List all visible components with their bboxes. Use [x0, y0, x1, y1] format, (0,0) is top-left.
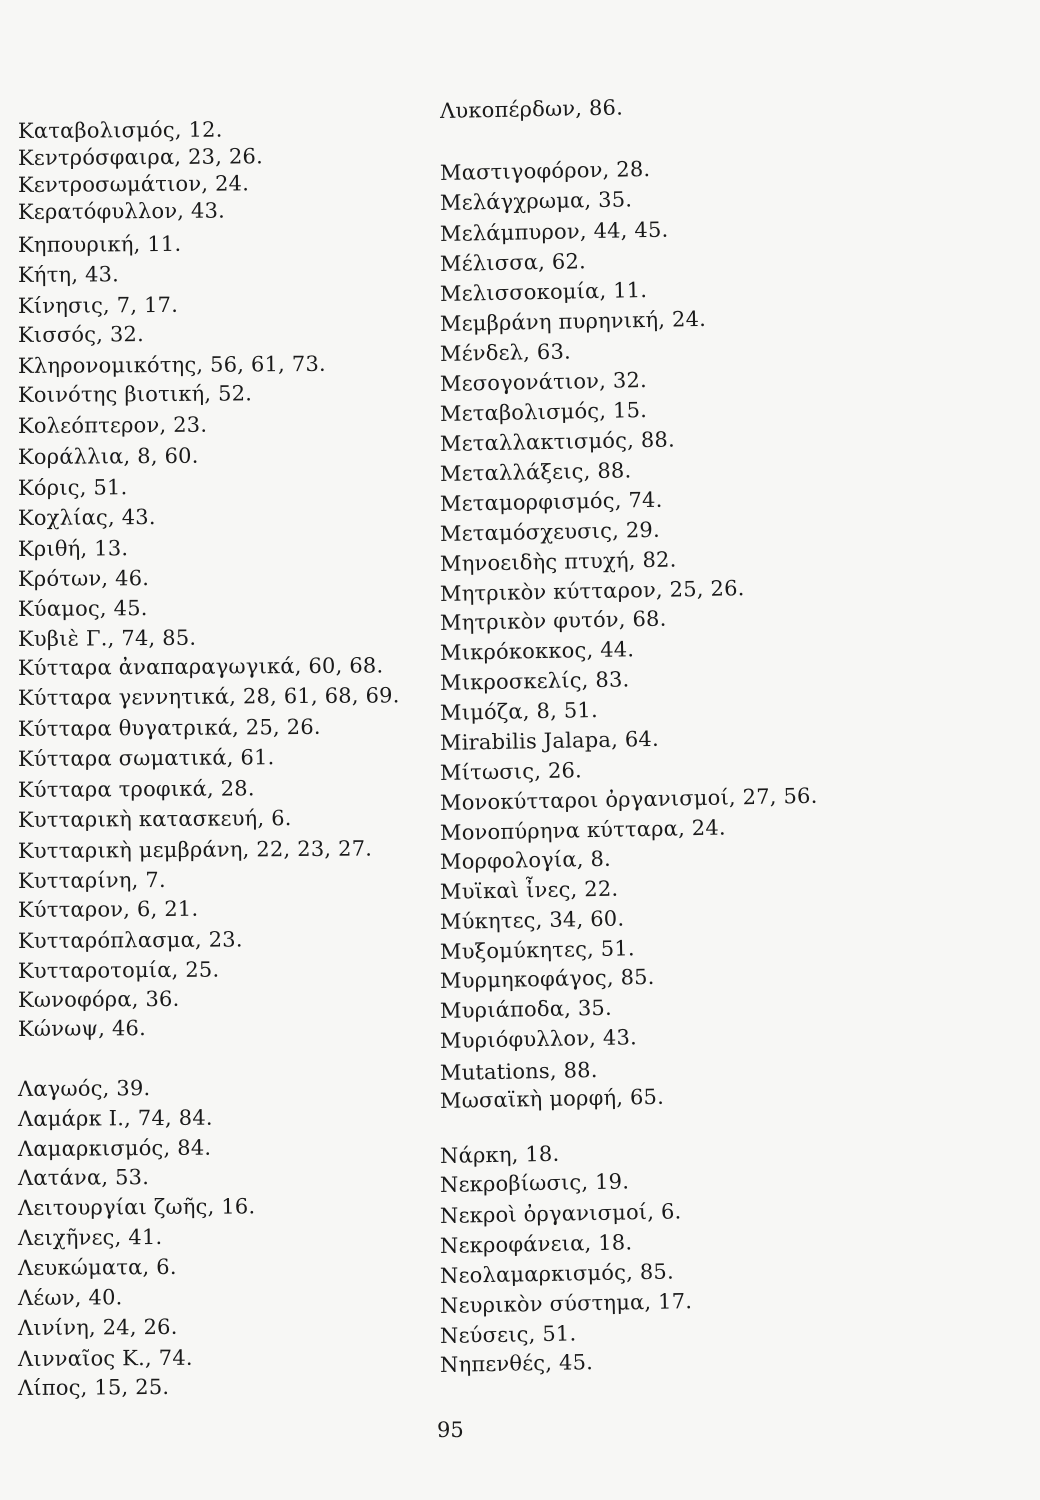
left-index-entry: Κηπουρική, 11. [17, 231, 182, 257]
right-index-entry: Μύκητες, 34, 60. [439, 906, 625, 934]
right-index-entry: Μεταμόσχευσις, 29. [439, 517, 661, 546]
left-index-entry: Κώνωψ, 46. [17, 1016, 146, 1041]
right-index-entry: Μελάμπυρον, 44, 45. [439, 217, 669, 246]
right-index-entry: Μωσαϊκὴ μορφή, 65. [439, 1084, 665, 1113]
right-index-entry: Μυριάποδα, 35. [439, 995, 613, 1023]
left-index-entry: Κοράλλια, 8, 60. [17, 443, 199, 469]
left-index-entry: Λευκώματα, 6. [17, 1254, 177, 1280]
right-index-entry: Μεταλλακτισμός, 88. [439, 427, 676, 456]
left-index-entry: Κυτταρόπλασμα, 23. [17, 927, 243, 953]
left-index-entry: Κυτταρικὴ μεμβράνη, 22, 23, 27. [17, 836, 373, 863]
right-index-entry: Μητρικὸν φυτόν, 68. [439, 606, 667, 635]
left-index-entry: Κύτταρα θυγατρικά, 25, 26. [17, 714, 321, 741]
left-index-entry: Λειχῆνες, 41. [17, 1224, 163, 1250]
right-index-entry: Μυϊκαὶ ἶνες, 22. [439, 876, 619, 904]
right-index-entry: Μιμόζα, 8, 51. [439, 697, 599, 725]
left-index-entry: Λατάνα, 53. [17, 1165, 150, 1190]
right-index-entry: Μένδελ, 63. [439, 339, 572, 366]
left-index-entry: Κρότων, 46. [17, 566, 150, 591]
left-index-entry: Κύτταρα τροφικά, 28. [17, 776, 255, 802]
left-index-entry: Κερατόφυλλον, 43. [17, 198, 226, 224]
right-index-entry: Μαστιγοφόρον, 28. [439, 156, 651, 185]
left-index-entry: Κοχλίας, 43. [17, 505, 156, 530]
right-index-entry: Νεκροφάνεια, 18. [439, 1230, 633, 1258]
right-index-entry: Νεύσεις, 51. [439, 1321, 577, 1348]
left-index-entry: Κωνοφόρα, 36. [17, 986, 180, 1012]
right-index-entry: Μικρόκοκκος, 44. [439, 637, 635, 665]
right-index-entry: Μεταβολισμός, 15. [439, 398, 648, 426]
right-index-entry: Μεταμορφισμός, 74. [439, 487, 663, 516]
show-through-text-right [832, 100, 1032, 1400]
left-index-entry: Καταβολισμός, 12. [17, 117, 223, 143]
right-index-entry: Νεολαμαρκισμός, 85. [439, 1259, 675, 1288]
right-index-entry: Νεκροὶ ὀργανισμοί, 6. [439, 1199, 682, 1228]
right-index-entry: Νευρικὸν σύστημα, 17. [439, 1289, 693, 1318]
right-index-entry: Μικροσκελίς, 83. [439, 667, 630, 695]
right-index-entry: Μυριόφυλλον, 43. [439, 1025, 638, 1053]
page-number: 95 [437, 1418, 464, 1442]
left-index-entry: Κληρονομικότης, 56, 61, 73. [17, 351, 326, 378]
left-index-entry: Λινίνη, 24, 26. [17, 1314, 178, 1340]
left-index-entry: Κοινότης βιοτική, 52. [17, 381, 253, 407]
left-index-entry: Κισσός, 32. [17, 322, 145, 347]
left-index-entry: Λαμάρκ Ι., 74, 84. [17, 1105, 213, 1131]
right-index-entry: Mirabilis Jalapa, 64. [439, 726, 660, 755]
right-index-entry: Μυρμηκοφάγος, 85. [439, 964, 655, 993]
right-index-entry: Μεσογονάτιον, 32. [439, 368, 648, 396]
left-index-entry: Κύτταρα ἀναπαραγωγικά, 60, 68. [17, 653, 384, 680]
left-index-entry: Κριθή, 13. [17, 536, 129, 561]
right-index-entry: Μορφολογία, 8. [439, 846, 612, 874]
left-index-entry: Λινναῖος Κ., 74. [17, 1345, 193, 1371]
right-index-entry: Μελάγχρωμα, 35. [439, 187, 633, 215]
left-index-entry: Κεντρόσφαιρα, 23, 26. [17, 144, 264, 170]
right-index-entry: Mutations, 88. [439, 1057, 598, 1085]
left-index-entry: Κύτταρα σωματικά, 61. [17, 745, 275, 771]
left-index-entry: Κήτη, 43. [17, 262, 120, 287]
right-index-entry: Μέλισσα, 62. [439, 249, 587, 276]
right-index-entry: Μονοπύρηνα κύτταρα, 24. [439, 815, 727, 845]
left-index-entry: Κύτταρα γεννητικά, 28, 61, 68, 69. [17, 683, 400, 710]
left-index-entry: Λέων, 40. [17, 1285, 123, 1310]
right-index-entry: Νάρκη, 18. [439, 1141, 560, 1168]
right-index-entry: Μητρικὸν κύτταρον, 25, 26. [439, 576, 745, 606]
right-index-entry: Νηπενθές, 45. [439, 1350, 594, 1377]
left-index-entry: Κυτταρίνη, 7. [17, 867, 166, 893]
right-index-entry: Νεκροβίωσις, 19. [439, 1169, 630, 1197]
left-index-entry: Κυβιὲ Γ., 74, 85. [17, 625, 197, 651]
left-index-entry: Κεντροσωμάτιον, 24. [17, 171, 250, 197]
left-index-entry: Λειτουργίαι ζωῆς, 16. [17, 1194, 256, 1220]
right-index-entry: Μεταλλάξεις, 88. [439, 458, 632, 486]
left-index-entry: Κολεόπτερον, 23. [17, 412, 208, 438]
left-index-entry: Κυτταρικὴ κατασκευή, 6. [17, 806, 292, 832]
left-index-entry: Κυτταροτομία, 25. [17, 957, 220, 983]
right-index-entry: Μονοκύτταροι ὀργανισμοί, 27, 56. [439, 783, 818, 815]
show-through-text [250, 120, 430, 1420]
left-index-entry: Λαμαρκισμός, 84. [17, 1135, 212, 1161]
left-index-entry: Κύαμος, 45. [17, 596, 148, 621]
right-index-entry: Μυξομύκητες, 51. [439, 936, 635, 964]
left-index-entry: Κόρις, 51. [17, 475, 128, 500]
left-index-entry: Κίνησις, 7, 17. [17, 292, 179, 318]
right-index-entry: Μεμβράνη πυρηνική, 24. [439, 306, 707, 336]
left-index-entry: Λίπος, 15, 25. [17, 1374, 170, 1400]
left-index-entry: Κύτταρον, 6, 21. [17, 896, 199, 922]
right-index-entry: Λυκοπέρδων, 86. [439, 95, 624, 123]
left-index-entry: Λαγωός, 39. [17, 1076, 151, 1101]
right-index-entry: Μελισσοκομία, 11. [439, 278, 648, 306]
right-index-entry: Μίτωσις, 26. [439, 758, 583, 785]
right-index-entry: Μηνοειδὴς πτυχή, 82. [439, 547, 677, 576]
